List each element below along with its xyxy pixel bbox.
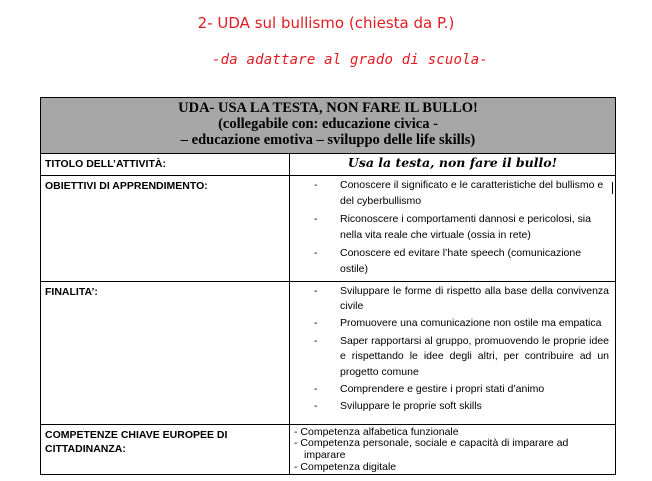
heading-line-1: UDA- USA LA TESTA, NON FARE IL BULLO! xyxy=(178,100,478,116)
list-item: - Comprendere e gestire i propri stati d’animo xyxy=(290,382,609,398)
list-item: - Competenza digitale xyxy=(294,460,397,473)
obiettivi-cell xyxy=(290,176,616,282)
document-title: 2- UDA sul bullismo (chiesta da P.) xyxy=(197,14,455,32)
list-item: - Sviluppare le proprie soft skills xyxy=(290,399,609,415)
text-cursor xyxy=(612,182,613,194)
finalita-list xyxy=(290,282,615,415)
list-item: - Promuovere una comunicazione non ostile ma empatica xyxy=(290,316,609,332)
heading-line-2: (collegabile con: educazione civica - xyxy=(218,116,438,132)
list-item: - Conoscere ed evitare l’hate speech (comunicazione ostile) xyxy=(290,246,609,277)
list-item: - Saper rapportarsi al gruppo, promuovendo le proprie idee e rispettando le idee degli altri, per contribuire ad un progetto comune xyxy=(290,334,609,381)
table-row xyxy=(41,154,616,176)
row-label-finalita: FINALITA’: xyxy=(41,281,290,424)
list-item: - Riconoscere i comportamenti dannosi e pericolosi, sia nella vita reale che virtuale (ossia in rete) xyxy=(290,212,609,243)
list-item: - Conoscere il significato e le caratteristiche del bullismo e del cyberbullismo xyxy=(290,178,609,209)
activity-title-value: Usa la testa, non fare il bullo! xyxy=(290,154,616,176)
list-item: - Competenza alfabetica funzionale xyxy=(294,425,459,438)
finalita-cell xyxy=(290,281,616,424)
uda-table xyxy=(40,97,616,475)
row-label-competenze: COMPETENZE CHIAVE EUROPEE DI CITTADINANZA: xyxy=(41,424,290,474)
table-row xyxy=(41,176,616,282)
document-subtitle: -da adattare al grado di scuola- xyxy=(211,52,489,68)
row-label-titolo: TITOLO DELL’ATTIVITÀ: xyxy=(41,154,290,176)
table-row xyxy=(41,281,616,424)
row-label-obiettivi: OBIETTIVI DI APPRENDIMENTO: xyxy=(41,176,290,282)
table-heading xyxy=(41,98,616,154)
list-item: - Competenza personale, sociale e capacità di imparare ad xyxy=(294,437,569,450)
table-row xyxy=(41,424,616,474)
list-item: - Sviluppare le forme di rispetto alla base della convivenza civile xyxy=(290,284,609,315)
obiettivi-list xyxy=(290,176,615,278)
heading-line-3: – educazione emotiva – sviluppo delle life skills) xyxy=(180,132,476,148)
list-item: imparare xyxy=(304,449,346,462)
competenze-cell xyxy=(290,424,616,474)
